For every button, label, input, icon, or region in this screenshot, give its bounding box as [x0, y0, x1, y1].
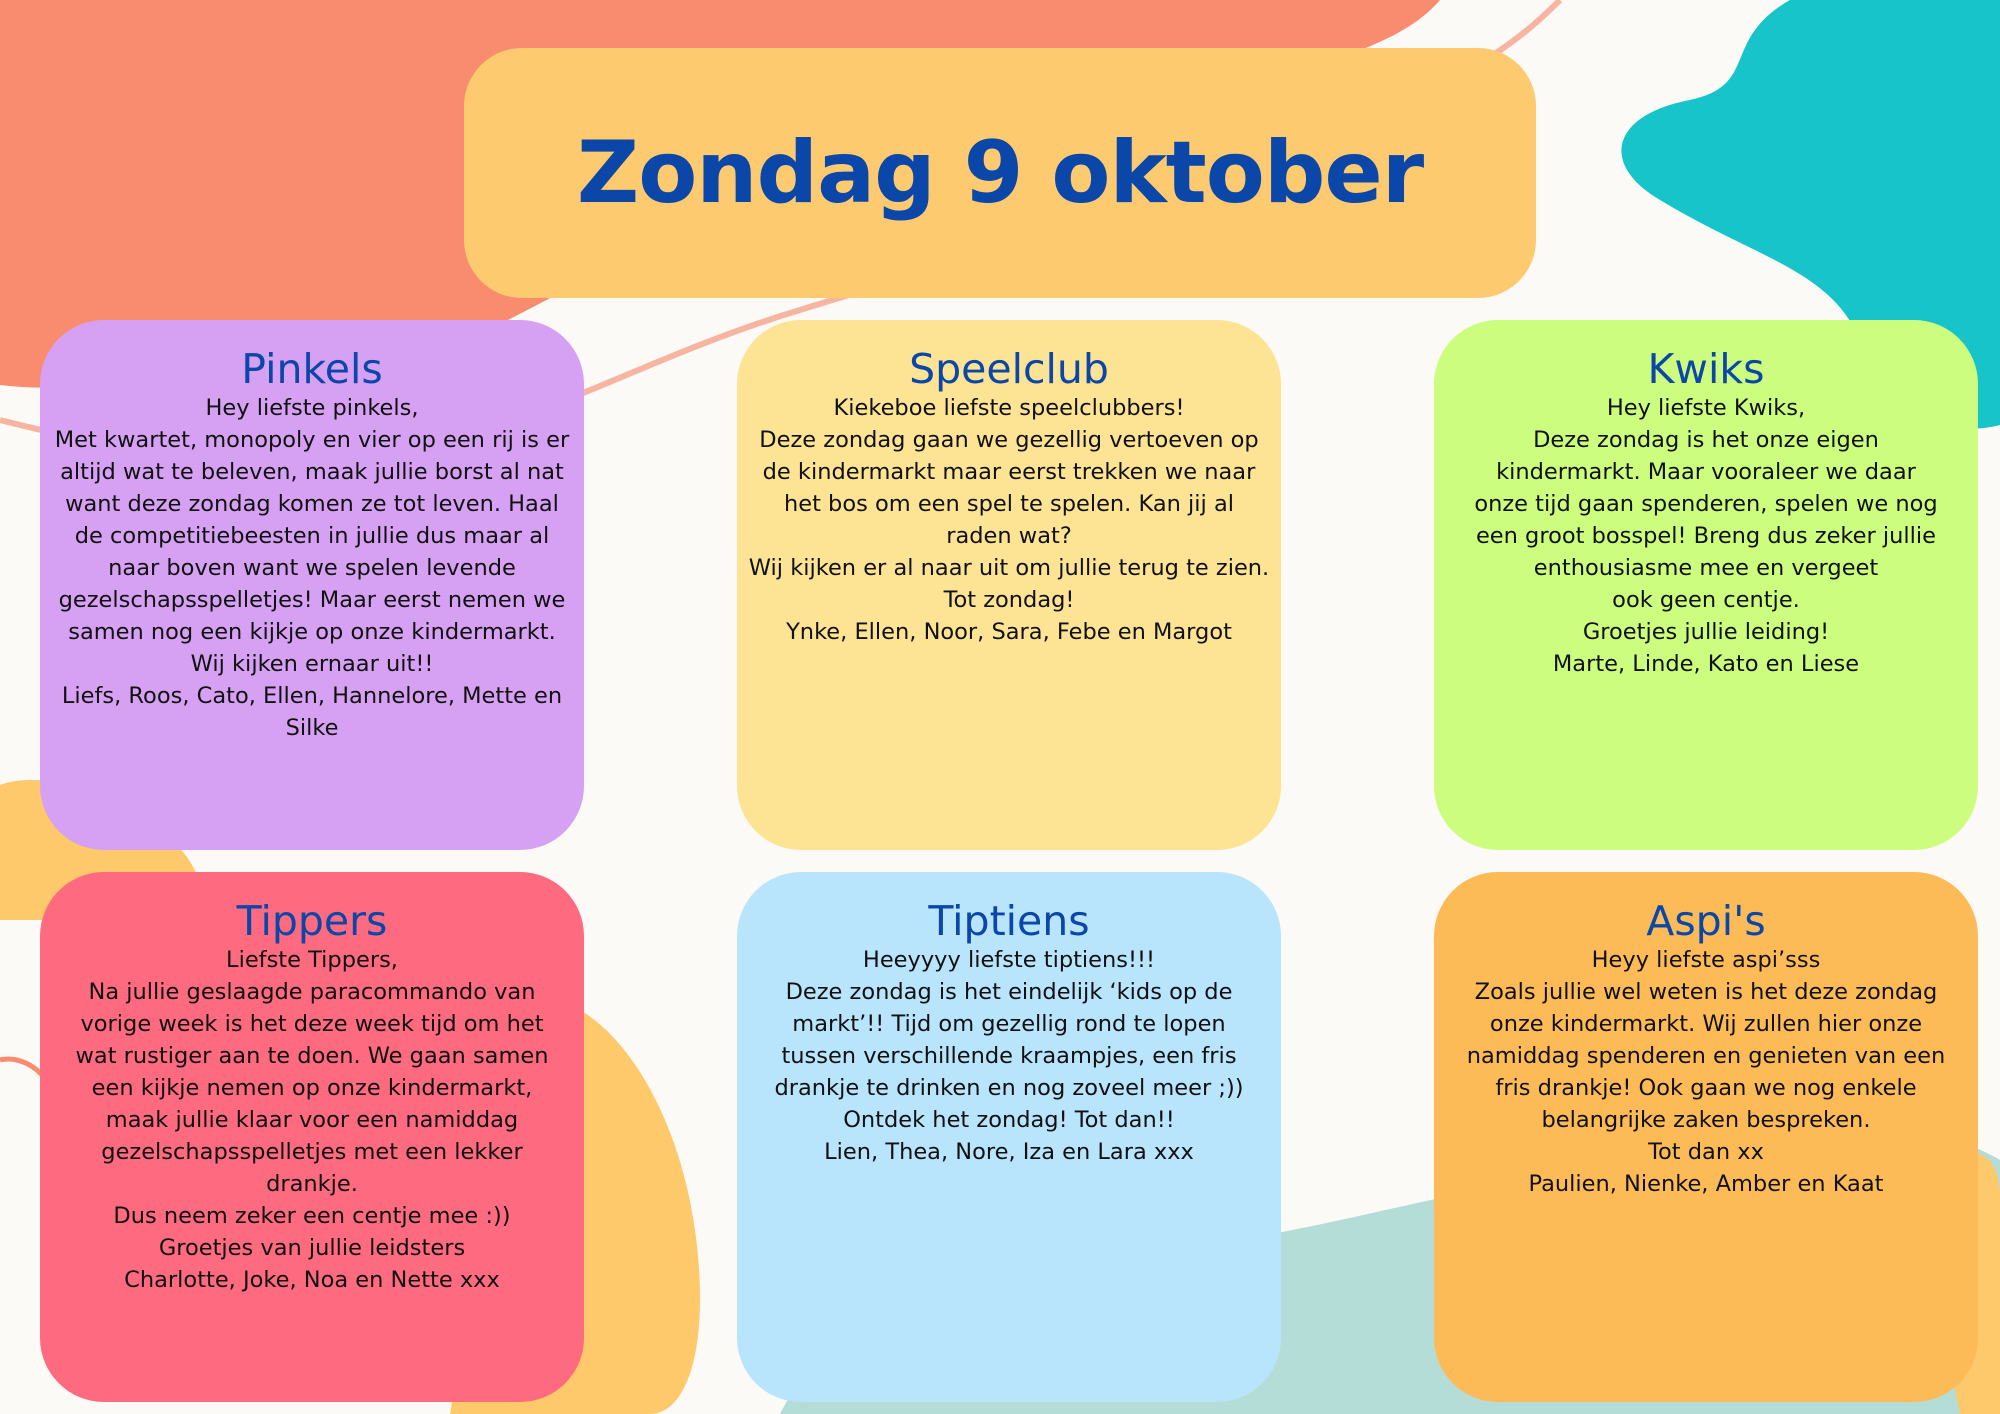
card-tippers — [40, 872, 584, 1402]
message-line: Ynke, Ellen, Noor, Sara, Febe en Margot — [786, 619, 1232, 645]
message-line: Na jullie geslaagde paracommando van — [88, 979, 536, 1005]
message-line: Zoals jullie wel weten is het deze zondag — [1474, 979, 1938, 1005]
card-message — [747, 392, 1271, 648]
card-kwiks — [1434, 320, 1978, 850]
message-line: de kindermarkt maar eerst trekken we naar — [762, 459, 1256, 485]
message-line: een kijkje nemen op onze kindermarkt, — [91, 1075, 533, 1101]
message-line: Groetjes jullie leiding! — [1582, 619, 1830, 645]
message-line: drankje te drinken en nog zoveel meer ;)) — [774, 1075, 1244, 1101]
card-message — [1444, 392, 1968, 680]
message-line: want deze zondag komen ze tot leven. Haal — [65, 491, 559, 517]
message-line: Hey liefste pinkels, — [205, 395, 419, 421]
page-title: Zondag 9 oktober — [576, 123, 1424, 223]
message-line: onze kindermarkt. Wij zullen hier onze — [1489, 1011, 1923, 1037]
message-line: Tot dan xx — [1648, 1139, 1764, 1165]
card-pinkels — [40, 320, 584, 850]
message-line: belangrijke zaken bespreken. — [1541, 1107, 1871, 1133]
message-line: Groetjes van jullie leidsters — [158, 1235, 466, 1261]
message-line: Deze zondag is het eindelijk ‘kids op de — [785, 979, 1233, 1005]
message-line: tussen verschillende kraampjes, een fris — [781, 1043, 1237, 1069]
message-line: Charlotte, Joke, Noa en Nette xxx — [124, 1267, 500, 1293]
card-tiptiens — [737, 872, 1281, 1402]
card-aspis — [1434, 872, 1978, 1402]
message-line: gezelschapsspelletjes met een lekker — [101, 1139, 523, 1165]
message-line: de competitiebeesten in jullie dus maar al — [74, 523, 550, 549]
card-message — [747, 944, 1271, 1168]
message-line: Deze zondag gaan we gezellig vertoeven op — [759, 427, 1259, 453]
message-line: Kiekeboe liefste speelclubbers! — [833, 395, 1185, 421]
message-line: vorige week is het deze week tijd om het — [80, 1011, 544, 1037]
message-line: samen nog een kijkje op onze kindermarkt. — [68, 619, 556, 645]
card-title: Tiptiens — [928, 897, 1090, 945]
card-title: Pinkels — [241, 345, 383, 393]
message-line: altijd wat te beleven, maak jullie borst al nat — [60, 459, 564, 485]
card-title: Tippers — [236, 897, 388, 945]
message-line: enthousiasme mee en vergeet — [1533, 555, 1879, 581]
message-line: maak jullie klaar voor een namiddag — [105, 1107, 519, 1133]
message-line: markt’!! Tijd om gezellig rond te lopen — [792, 1011, 1226, 1037]
message-line: fris drankje! Ook gaan we nog enkele — [1495, 1075, 1917, 1101]
message-line: Marte, Linde, Kato en Liese — [1552, 651, 1860, 677]
message-line: kindermarkt. Maar vooraleer we daar — [1496, 459, 1916, 485]
card-title: Aspi's — [1646, 897, 1766, 945]
message-line: Ontdek het zondag! Tot dan!! — [843, 1107, 1175, 1133]
card-title: Speelclub — [909, 345, 1109, 393]
message-line: namiddag spenderen en genieten van een — [1466, 1043, 1946, 1069]
message-line: drankje. — [266, 1171, 358, 1197]
message-line: gezelschapsspelletjes! Maar eerst nemen we — [58, 587, 566, 613]
message-line: onze tijd gaan spenderen, spelen we nog — [1474, 491, 1938, 517]
title-banner — [464, 48, 1536, 298]
card-title: Kwiks — [1647, 345, 1765, 393]
message-line: Heyy liefste aspi’sss — [1591, 947, 1821, 973]
message-line: Hey liefste Kwiks, — [1606, 395, 1806, 421]
message-line: Liefste Tippers, — [226, 947, 398, 973]
card-message — [1444, 944, 1968, 1200]
message-line: Liefs, Roos, Cato, Ellen, Hannelore, Mette en — [61, 683, 563, 709]
message-line: Wij kijken ernaar uit!! — [190, 651, 434, 677]
message-line: Lien, Thea, Nore, Iza en Lara xxx — [824, 1139, 1194, 1165]
card-speelclub — [737, 320, 1281, 850]
message-line: naar boven want we spelen levende — [108, 555, 516, 581]
message-line: Tot zondag! — [943, 587, 1075, 613]
message-line: Silke — [285, 715, 339, 741]
message-line: wat rustiger aan te doen. We gaan samen — [75, 1043, 549, 1069]
message-line: Paulien, Nienke, Amber en Kaat — [1528, 1171, 1884, 1197]
message-line: Wij kijken er al naar uit om jullie terug te zien. — [748, 555, 1270, 581]
card-message — [50, 944, 574, 1296]
card-message — [50, 392, 574, 744]
message-line: Heeyyyy liefste tiptiens!!! — [862, 947, 1156, 973]
message-line: Deze zondag is het onze eigen — [1533, 427, 1879, 453]
message-line: raden wat? — [946, 523, 1072, 549]
message-line: Dus neem zeker een centje mee :)) — [113, 1203, 511, 1229]
message-line: een groot bosspel! Breng dus zeker jullie — [1475, 523, 1937, 549]
message-line: ook geen centje. — [1612, 587, 1800, 613]
message-line: Met kwartet, monopoly en vier op een rij is er — [54, 427, 570, 453]
message-line: het bos om een spel te spelen. Kan jij al — [783, 491, 1234, 517]
